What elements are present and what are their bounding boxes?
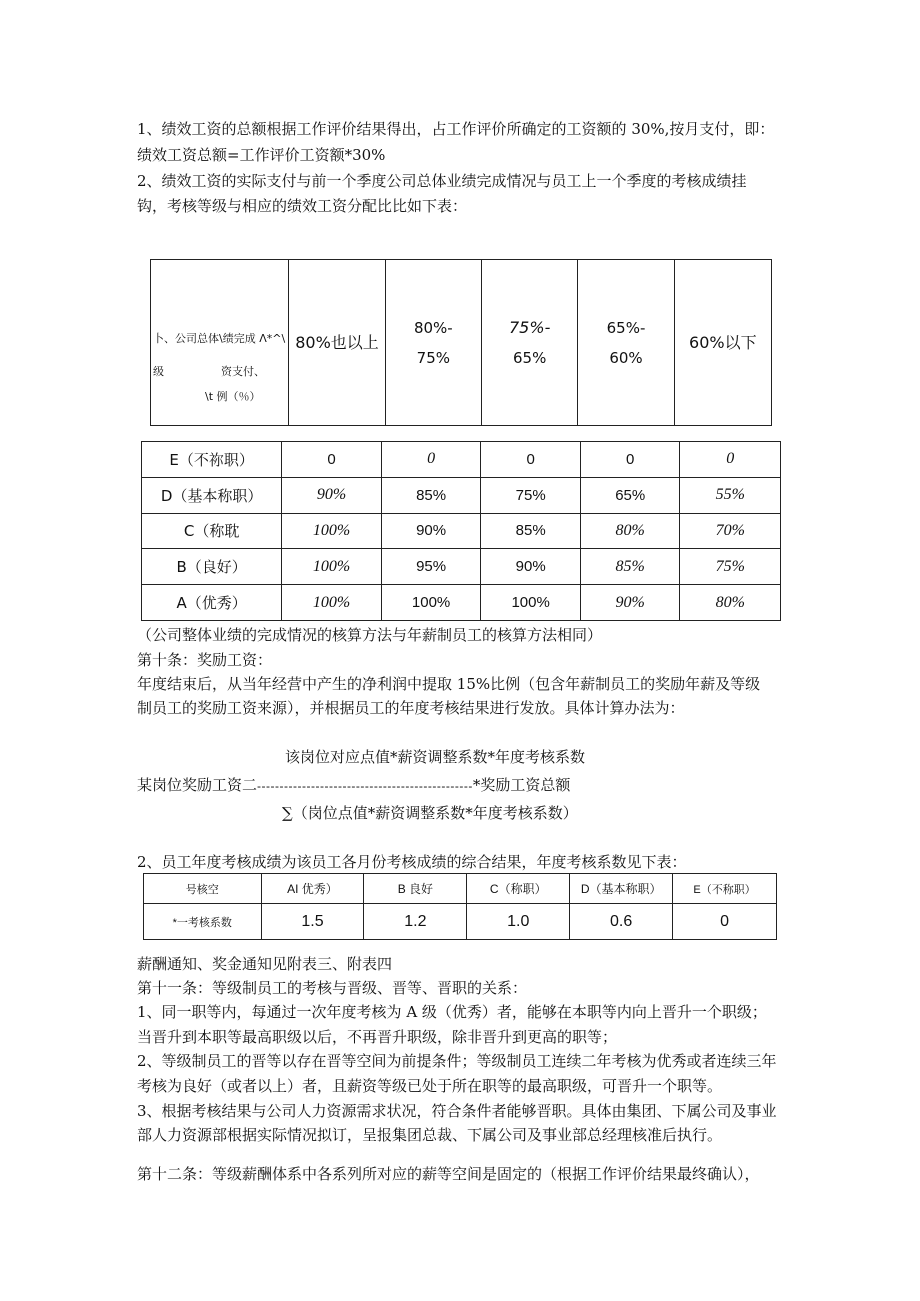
range-2-bottom: 75% (416, 348, 450, 367)
range-col-1 (289, 260, 385, 426)
calc-note: （公司整体业绩的完成情况的核算方法与年薪制员工的核算方法相同） (137, 626, 603, 644)
table-cell: 100% (282, 549, 382, 585)
article-12-line: 第十二条：等级薪酬体系中各系列所对应的薪等空间是固定的（根据工作评价结果最终确认）， (137, 1165, 760, 1183)
range-col-3 (482, 260, 578, 426)
paragraph-4: 2、员工年度考核成绩为该员工各月份考核成绩的综合结果，年度考核系数见下表： (137, 853, 687, 871)
table-cell: 70% (680, 513, 781, 549)
table-cell: 100% (481, 585, 581, 621)
table-header: AI 优秀） (261, 874, 364, 904)
table-cell: 80% (680, 585, 781, 621)
table-cell: 100% (282, 585, 382, 621)
table-cell: 90% (481, 549, 581, 585)
table-row (142, 585, 781, 621)
row-label: *一考核系数 (144, 904, 262, 940)
table-row (144, 904, 777, 940)
table-header: D（基本称职） (570, 874, 673, 904)
text-line: 3、根据考核结果与公司人力资源需求状况，符合条件者能够晋职。具体由集团、下属公司及事业 (137, 1102, 777, 1120)
range-5: 60%以下 (689, 332, 757, 352)
range-4-top: 65%- (606, 318, 646, 337)
header-label-4: \t 例（％） (205, 390, 261, 403)
formula-denominator: ∑（岗位点值*薪资调整系数*年度考核系数） (282, 804, 578, 822)
article-10-heading: 第十条：奖励工资： (137, 651, 273, 669)
table-cell: 85% (481, 513, 581, 549)
table-cell: 55% (680, 477, 781, 513)
header-label-3: 资支付、 (221, 365, 265, 378)
range-4-bottom: 60% (609, 348, 643, 367)
coefficient-table (143, 873, 777, 940)
table-header: 号核空 (144, 874, 262, 904)
article-11-heading: 第十一条：等级制员工的考核与晋级、晋等、晋职的关系： (137, 979, 528, 997)
table-cell: 0.6 (570, 904, 673, 940)
table-cell: 75% (680, 549, 781, 585)
table-cell: 0 (680, 442, 781, 478)
table-cell: 80% (580, 513, 680, 549)
row-label: C（称耽 (142, 513, 282, 549)
table-row (144, 874, 777, 904)
table-cell: 90% (381, 513, 481, 549)
table-cell: 0 (282, 442, 382, 478)
range-1: 80%也以上 (295, 332, 379, 352)
formula-left: 某岗位奖励工资二 (137, 776, 258, 794)
text-line: 薪酬通知、奖金通知见附表三、附表四 (137, 955, 393, 973)
table-cell: 100% (381, 585, 481, 621)
table-cell: 75% (481, 477, 581, 513)
text-line: 当晋升到本职等最高职级以后，不再晋升职级，除非晋升到更高的职等； (137, 1028, 618, 1046)
header-label-2: 级 (153, 365, 164, 378)
range-col-2 (385, 260, 481, 426)
paragraph-3-line-2: 制员工的奖励工资来源），并根据员工的年度考核结果进行发放。具体计算办法为： (137, 699, 685, 717)
range-3-top: 75%- (509, 317, 551, 337)
table-header: E（不称职） (673, 874, 777, 904)
table-cell: 0 (481, 442, 581, 478)
text-line: 2、等级制员工的晋等以存在晋等空间为前提条件；等级制员工连续二年考核为优秀或者连续三年 (137, 1052, 777, 1070)
row-label: E（不祢职） (142, 442, 282, 478)
formula-numerator: 该岗位对应点值*薪资调整系数*年度考核系数 (285, 748, 586, 766)
range-col-4 (578, 260, 674, 426)
table-cell: 100% (282, 513, 382, 549)
text-line: 部人力资源部根据实际情况拟订，呈报集团总裁、下属公司及事业部总经理核准后执行。 (137, 1126, 723, 1144)
table-cell: 90% (580, 585, 680, 621)
range-2-top: 80%- (413, 318, 453, 337)
paragraph-2-line-1: 2、绩效工资的实际支付与前一个季度公司总体业绩完成情况与员工上一个季度的考核成绩挂 (137, 172, 747, 190)
row-label: A（优秀） (142, 585, 282, 621)
row-label: D（基本称职） (142, 477, 282, 513)
table-cell: 0 (580, 442, 680, 478)
table-cell: 1.5 (261, 904, 364, 940)
range-col-5 (674, 260, 771, 426)
table-cell: 90% (282, 477, 382, 513)
table-row (142, 442, 781, 478)
range-3-bottom: 65% (513, 348, 547, 367)
paragraph-2-line-2: 钩，考核等级与相应的绩效工资分配比比如下表： (137, 197, 468, 215)
table-cell: 1.2 (364, 904, 467, 940)
table-row (142, 513, 781, 549)
formula-right: *奖励工资总额 (472, 776, 571, 794)
row-label: B（良好） (142, 549, 282, 585)
table-cell: 0 (673, 904, 777, 940)
table-header: C（称职） (467, 874, 570, 904)
header-diagonal-cell (151, 260, 289, 426)
text-line: 考核为良好（或者以上）者，且薪资等级已处于所在职等的最高职级，可晋升一个职等。 (137, 1077, 723, 1095)
table-cell: 85% (381, 477, 481, 513)
table-cell: 0 (381, 442, 481, 478)
text-line: 1、同一职等内，每通过一次年度考核为 A 级（优秀）者，能够在本职等内向上晋升一个职级； (137, 1003, 767, 1021)
ratio-value-table (141, 441, 781, 621)
paragraph-3-line-1: 年度结束后，从当年经营中产生的净利润中提取 15%比例（包含年薪制员工的奖励年薪及等级 (137, 675, 761, 693)
header-label-1: 卜、公司总体\绩完成 Λ*^\ (153, 332, 286, 345)
table-cell: 65% (580, 477, 680, 513)
table-header: B 良好 (364, 874, 467, 904)
formula-fraction-bar: ------------------------------------------------ (257, 779, 473, 793)
paragraph-1-line-1: 1、绩效工资的总额根据工作评价结果得出，占工作评价所确定的工资额的 30%,按月支付，即： (137, 120, 775, 138)
paragraph-1-line-2: 绩效工资总额=工作评价工资额*30% (137, 146, 386, 164)
ratio-header-table (150, 259, 772, 426)
table-row (142, 477, 781, 513)
table-cell: 95% (381, 549, 481, 585)
table-cell: 85% (580, 549, 680, 585)
table-cell: 1.0 (467, 904, 570, 940)
table-row (142, 549, 781, 585)
formula-line (137, 775, 570, 796)
